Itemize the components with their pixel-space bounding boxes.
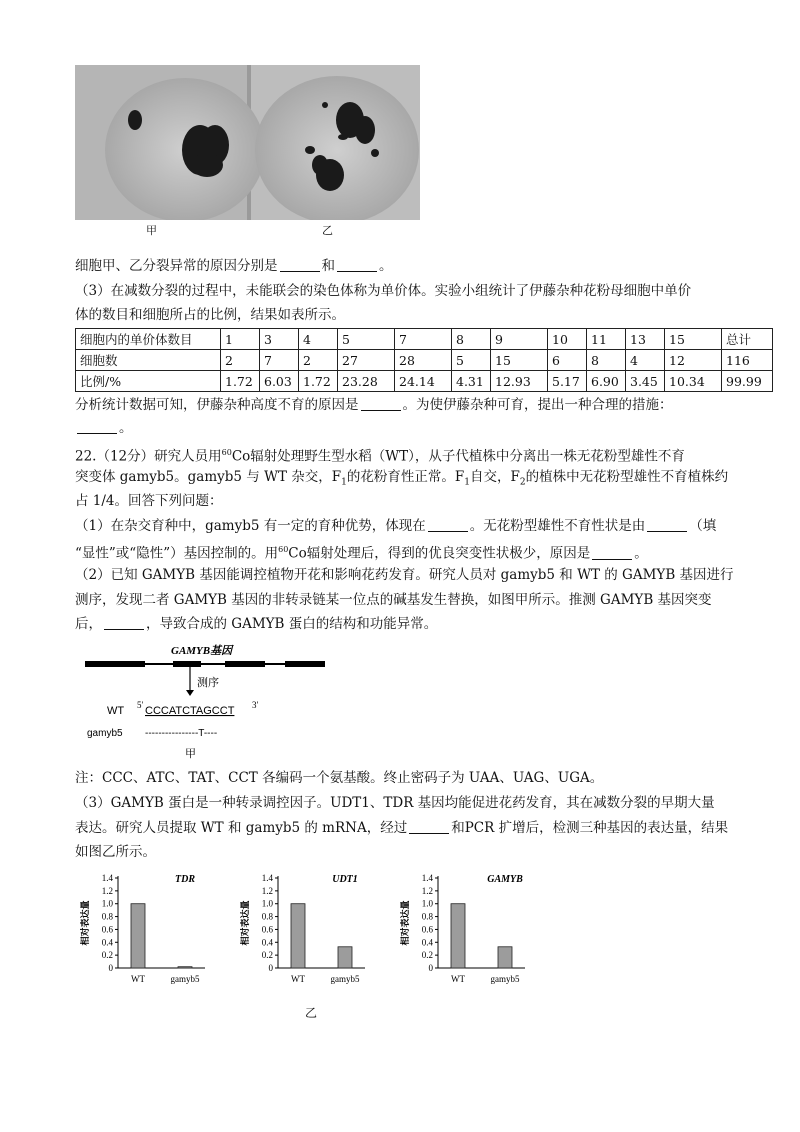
bar-chart-gamyb: [400, 868, 530, 1003]
question-22-line: 占 1/4。回答下列问题：: [75, 493, 223, 509]
y-tick-label: 1.0: [421, 898, 433, 909]
wt-label: WT: [107, 705, 125, 717]
y-tick-label: 0: [268, 963, 273, 973]
bar: [498, 947, 512, 968]
answer-blank[interactable]: [647, 517, 687, 532]
table-row: 细胞数 2 7 2 27 28 5 15 6 8 4 12 116: [76, 350, 773, 371]
question-22-line: 表达。研究人员提取 WT 和 gamyb5 的 mRNA，经过 和PCR 扩增后，检测三种基因的表达量，结果: [75, 820, 729, 836]
y-tick-label: 0.4: [101, 937, 113, 948]
y-tick-label: 1.0: [261, 898, 273, 909]
answer-blank[interactable]: [104, 615, 144, 630]
y-tick-label: 0.2: [101, 950, 113, 961]
y-tick-label: 0.2: [421, 950, 433, 961]
question-22-line: 22.（12分）研究人员用$^{60}$Co辐射处理野生型水稻（WT），从子代植株中分离出一株无花粉型雄性不育: [75, 448, 685, 465]
question-line: 体的数目和细胞所占的比例，结果如表所示。: [75, 307, 345, 323]
y-axis-label: 相对表达量: [80, 900, 90, 946]
y-tick-label: 1.4: [101, 873, 113, 883]
y-tick-label: 0.6: [261, 924, 273, 935]
gene-label: GAMYB基因: [171, 645, 233, 657]
sequencing-label: 测序: [197, 676, 219, 689]
y-tick-label: 1.2: [421, 885, 433, 896]
question-22-line: 后， ，导致合成的 GAMYB 蛋白的结构和功能异常。: [75, 616, 438, 632]
note-line: 注：CCC、ATC、TAT、CCT 各编码一个氨基酸。终止密码子为 UAA、UAG、UGA。: [75, 770, 604, 786]
bar-chart-tdr: [80, 868, 210, 1003]
y-tick-label: 0.2: [261, 950, 273, 961]
y-tick-label: 1.4: [421, 873, 433, 883]
y-tick-label: 0.4: [421, 937, 433, 948]
y-tick-label: 1.2: [101, 885, 113, 896]
y-tick-label: 0.4: [261, 937, 273, 948]
y-tick-label: 1.0: [101, 898, 113, 909]
question-line: 。: [75, 418, 133, 438]
question-22-line: “显性”或“隐性”）基因控制的。用$^{60}$Co辐射处理后，得到的优良突变性状极少，原因是 。: [75, 545, 648, 562]
y-tick-label: 0: [108, 963, 113, 973]
table-row: 细胞内的单价体数目 1 3 4 5 7 8 9 10 11 13 15 总计: [76, 329, 773, 350]
question-22-line: 测序，发现二者 GAMYB 基因的非转录链某一位点的碱基发生替换，如图甲所示。推测 GAMYB 基因突变: [75, 592, 712, 608]
chart-title: TDR: [175, 874, 195, 885]
univalent-table: [75, 328, 773, 392]
y-axis-label: 相对表达量: [400, 900, 410, 946]
question-line: （3）在减数分裂的过程中，未能联会的染色体称为单价体。实验小组统计了伊藤杂种花粉母细胞中单价: [75, 283, 692, 299]
chart-title: UDT1: [332, 874, 358, 885]
table-row: 比例/% 1.72 6.03 1.72 23.28 24.14 4.31 12.93 5.17 6.90 3.45 10.34 99.99: [76, 371, 773, 392]
question-22-line: 如图乙所示。: [75, 844, 156, 860]
bar: [178, 967, 192, 968]
figure-label-b: 乙: [322, 224, 333, 237]
cell-micrograph: [75, 65, 420, 220]
bar: [131, 904, 145, 968]
question-22-line: （2）已知 GAMYB 基因能调控植物开花和影响花药发育。研究人员对 gamyb5 和 WT 的 GAMYB 基因进行: [75, 567, 734, 583]
y-tick-label: 0.8: [421, 911, 433, 922]
bar: [338, 947, 352, 968]
answer-blank[interactable]: [280, 257, 320, 272]
five-prime-label: 5′: [137, 700, 144, 710]
y-tick-label: 0.8: [101, 911, 113, 922]
figure-label-a: 甲: [146, 224, 157, 237]
y-tick-label: 0.6: [421, 924, 433, 935]
answer-blank[interactable]: [77, 419, 117, 434]
bar: [451, 904, 465, 968]
y-axis-label: 相对表达量: [240, 900, 250, 946]
question-22-line: （1）在杂交育种中，gamyb5 有一定的育种优势，体现在 。无花粉型雄性不育性状是由 （填: [75, 518, 717, 534]
x-tick-label: gamyb5: [170, 974, 200, 984]
y-tick-label: 0.8: [261, 911, 273, 922]
wt-sequence: CCCATCTAGCCT: [145, 705, 235, 717]
answer-blank[interactable]: [409, 819, 449, 834]
mutant-sequence: ----------------T----: [145, 728, 218, 739]
x-tick-label: WT: [131, 974, 145, 984]
figure-caption-yi: 乙: [305, 1006, 318, 1020]
cell-b: [255, 76, 419, 220]
question-22-line: 突变体 gamyb5。gamyb5 与 WT 杂交，$F_1$的花粉育性正常。$F_1$自交，$F_2$的植株中无花粉型雄性不育植株约: [75, 469, 729, 488]
y-tick-label: 0.6: [101, 924, 113, 935]
y-tick-label: 0: [428, 963, 433, 973]
answer-blank[interactable]: [337, 257, 377, 272]
y-tick-label: 1.4: [261, 873, 273, 883]
question-line: 分析统计数据可知，伊藤杂种高度不育的原因是 。为使伊藤杂种可育，提出一种合理的措施：: [75, 397, 673, 413]
x-tick-label: gamyb5: [330, 974, 360, 984]
question-line: 细胞甲、乙分裂异常的原因分别是 和 。: [75, 258, 393, 274]
x-tick-label: gamyb5: [490, 974, 520, 984]
x-tick-label: WT: [291, 974, 305, 984]
answer-blank[interactable]: [428, 517, 468, 532]
answer-blank[interactable]: [361, 396, 401, 411]
x-tick-label: WT: [451, 974, 465, 984]
arrow-down-icon: [186, 690, 194, 696]
answer-blank[interactable]: [592, 545, 632, 560]
mutant-label: gamyb5: [87, 728, 123, 739]
question-22-line: （3）GAMYB 蛋白是一种转录调控因子。UDT1、TDR 基因均能促进花药发育，其在减数分裂的早期大量: [75, 795, 715, 811]
three-prime-label: 3′: [252, 700, 259, 710]
figure-caption-jia: 甲: [185, 747, 196, 760]
gene-sequence-diagram: [85, 640, 335, 760]
bar: [291, 904, 305, 968]
bar-chart-udt1: [240, 868, 370, 1003]
y-tick-label: 1.2: [261, 885, 273, 896]
chart-title: GAMYB: [487, 874, 523, 885]
